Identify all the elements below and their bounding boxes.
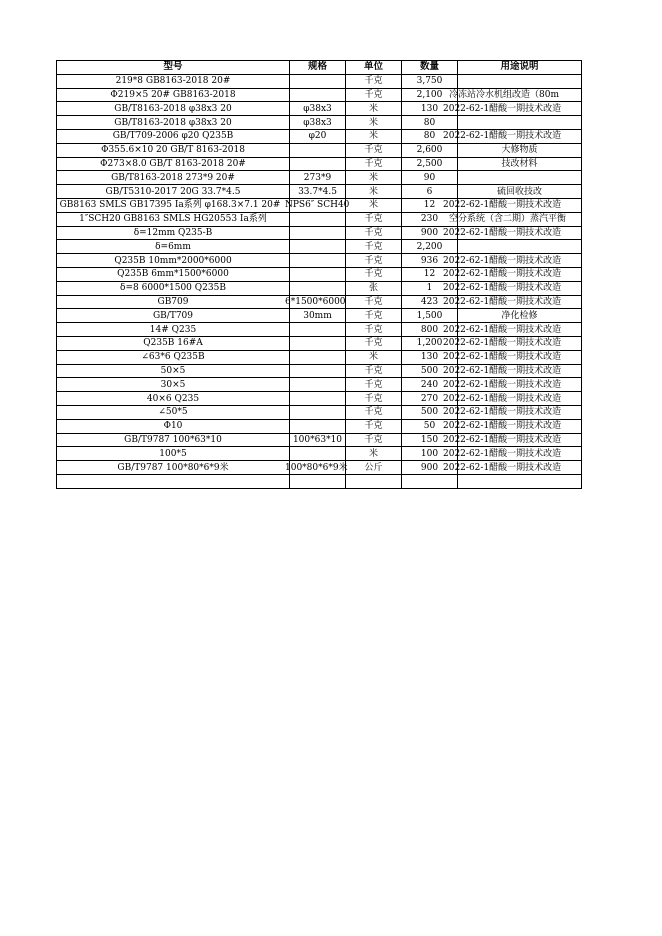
cell-spec[interactable]: NPS6″ SCH40 bbox=[285, 200, 350, 211]
header-model[interactable]: 型号 bbox=[57, 61, 290, 75]
cell-qty[interactable]: 2,200 bbox=[402, 240, 458, 254]
cell-unit[interactable]: 千克 bbox=[346, 226, 402, 240]
cell-model[interactable]: ∠50*5 bbox=[57, 405, 290, 419]
table-row bbox=[57, 323, 582, 337]
cell-spec[interactable] bbox=[290, 350, 346, 364]
cell-qty[interactable]: 150 bbox=[402, 433, 458, 447]
table-row bbox=[57, 433, 582, 447]
cell-purpose[interactable]: 大修物质 bbox=[458, 143, 582, 157]
cell-purpose[interactable]: 2022-62-1醋酸一期技术改造 bbox=[458, 392, 582, 406]
cell-model[interactable]: GB/T709 bbox=[57, 309, 290, 323]
cell-unit[interactable]: 千克 bbox=[346, 254, 402, 268]
cell-unit[interactable]: 千克 bbox=[346, 309, 402, 323]
table-row bbox=[57, 116, 582, 130]
cell-spec[interactable] bbox=[290, 392, 346, 406]
cell-model[interactable]: δ=6mm bbox=[57, 240, 290, 254]
cell-unit[interactable]: 千克 bbox=[346, 405, 402, 419]
cell-purpose[interactable]: 2022-62-1醋酸一期技术改造 bbox=[458, 226, 582, 240]
cell-unit[interactable]: 千克 bbox=[346, 364, 402, 378]
table-row bbox=[57, 281, 582, 295]
header-qty[interactable]: 数量 bbox=[402, 61, 458, 75]
cell-model[interactable]: 40×6 Q235 bbox=[57, 392, 290, 406]
cell-qty[interactable]: 900 bbox=[402, 226, 458, 240]
cell-model[interactable]: δ=8 6000*1500 Q235B bbox=[57, 281, 290, 295]
cell-model[interactable]: Φ219×5 20# GB8163-2018 bbox=[57, 88, 290, 102]
cell-qty[interactable]: 800 bbox=[402, 323, 458, 337]
cell-unit[interactable]: 千克 bbox=[346, 143, 402, 157]
header-row bbox=[57, 61, 582, 75]
cell-purpose[interactable]: 2022-62-1醋酸一期技术改造 bbox=[458, 447, 582, 461]
cell-spec[interactable] bbox=[290, 364, 346, 378]
cell-model[interactable]: Φ273×8.0 GB/T 8163-2018 20# bbox=[57, 157, 290, 171]
cell-unit[interactable]: 千克 bbox=[346, 433, 402, 447]
table-row bbox=[57, 88, 582, 102]
cell-purpose[interactable]: 2022-62-1醋酸一期技术改造 bbox=[458, 129, 582, 143]
cell-model[interactable]: Φ355.6×10 20 GB/T 8163-2018 bbox=[57, 143, 290, 157]
cell-qty[interactable]: 12 bbox=[402, 267, 458, 281]
cell-purpose[interactable] bbox=[458, 116, 582, 130]
cell-qty[interactable]: 500 bbox=[402, 364, 458, 378]
cell-qty[interactable]: 6 bbox=[402, 185, 458, 199]
cell-spec[interactable] bbox=[290, 419, 346, 433]
cell-model[interactable]: 1″SCH20 GB8163 SMLS HG20553 Ia系列 bbox=[57, 212, 290, 226]
cell-model[interactable]: 50×5 bbox=[57, 364, 290, 378]
cell-purpose[interactable]: 技改材料 bbox=[458, 157, 582, 171]
cell-qty[interactable]: 50 bbox=[402, 419, 458, 433]
cell-qty[interactable]: 2,100 bbox=[402, 88, 458, 102]
header-unit[interactable]: 单位 bbox=[346, 61, 402, 75]
cell-qty[interactable]: 900 bbox=[402, 461, 458, 475]
table-row bbox=[57, 143, 582, 157]
table-row bbox=[57, 171, 582, 185]
table-row bbox=[57, 226, 582, 240]
cell-purpose[interactable]: 净化检修 bbox=[458, 309, 582, 323]
cell-unit[interactable]: 米 bbox=[346, 102, 402, 116]
cell-purpose[interactable] bbox=[458, 240, 582, 254]
cell-unit[interactable]: 米 bbox=[346, 198, 402, 212]
cell-model[interactable]: GB/T5310-2017 20G 33.7*4.5 bbox=[57, 185, 290, 199]
cell-model[interactable]: 30×5 bbox=[57, 378, 290, 392]
cell-spec[interactable]: φ38x3 bbox=[290, 102, 346, 116]
cell-qty[interactable]: 1,200 bbox=[402, 336, 458, 350]
cell-purpose[interactable]: 2022-62-1醋酸一期技术改造 bbox=[458, 295, 582, 309]
cell-spec[interactable] bbox=[290, 157, 346, 171]
cell-model[interactable]: 100*5 bbox=[57, 447, 290, 461]
cell-unit[interactable]: 千克 bbox=[346, 240, 402, 254]
table-row bbox=[57, 74, 582, 88]
cell-model[interactable]: GB709 bbox=[57, 295, 290, 309]
cell-spec[interactable]: 100*63*10 bbox=[290, 433, 346, 447]
cell-purpose[interactable] bbox=[458, 74, 582, 88]
cell-qty[interactable]: 2,500 bbox=[402, 157, 458, 171]
cell-unit[interactable]: 千克 bbox=[346, 392, 402, 406]
cell-spec[interactable] bbox=[290, 281, 346, 295]
cell-purpose[interactable]: 2022-62-1醋酸一期技术改造 bbox=[458, 419, 582, 433]
cell-spec[interactable] bbox=[290, 254, 346, 268]
table-row bbox=[57, 447, 582, 461]
cell-model[interactable]: GB/T9787 100*80*6*9米 bbox=[57, 461, 290, 475]
table-body bbox=[57, 74, 582, 488]
cell-spec[interactable]: 30mm bbox=[290, 309, 346, 323]
cell-model[interactable]: Q235B 16#A bbox=[57, 336, 290, 350]
cell-spec[interactable]: 273*9 bbox=[290, 171, 346, 185]
table-row bbox=[57, 461, 582, 475]
cell-purpose[interactable]: 2022-62-1醋酸一期技术改造 bbox=[458, 254, 582, 268]
cell-qty[interactable]: 2,600 bbox=[402, 143, 458, 157]
cell-qty[interactable]: 1,500 bbox=[402, 309, 458, 323]
cell-unit[interactable]: 千克 bbox=[346, 419, 402, 433]
cell-unit[interactable]: 米 bbox=[346, 129, 402, 143]
cell-qty[interactable]: 230 bbox=[402, 212, 458, 226]
cell-unit[interactable]: 张 bbox=[346, 281, 402, 295]
cell-qty[interactable]: 130 bbox=[402, 350, 458, 364]
table-row bbox=[57, 309, 582, 323]
cell-unit[interactable] bbox=[346, 474, 402, 488]
cell-model[interactable]: GB/T8163-2018 273*9 20# bbox=[57, 171, 290, 185]
cell-purpose[interactable]: 2022-62-1醋酸一期技术改造 bbox=[458, 336, 582, 350]
cell-purpose[interactable]: 2022-62-1醋酸一期技术改造 bbox=[458, 433, 582, 447]
table-row bbox=[57, 240, 582, 254]
cell-purpose[interactable] bbox=[458, 474, 582, 488]
cell-unit[interactable]: 米 bbox=[346, 171, 402, 185]
table-row bbox=[57, 378, 582, 392]
cell-model[interactable]: 219*8 GB8163-2018 20# bbox=[57, 74, 290, 88]
cell-spec[interactable] bbox=[290, 226, 346, 240]
cell-model[interactable]: GB/T709-2006 φ20 Q235B bbox=[57, 129, 290, 143]
cell-spec[interactable] bbox=[290, 74, 346, 88]
cell-unit[interactable]: 千克 bbox=[346, 336, 402, 350]
cell-qty[interactable] bbox=[402, 474, 458, 488]
cell-qty[interactable]: 90 bbox=[402, 171, 458, 185]
cell-model[interactable]: δ=12mm Q235-B bbox=[57, 226, 290, 240]
cell-qty[interactable]: 100 bbox=[402, 447, 458, 461]
cell-unit[interactable]: 千克 bbox=[346, 88, 402, 102]
cell-model[interactable]: GB8163 SMLS GB17395 Ia系列 φ168.3×7.1 20# bbox=[57, 198, 290, 212]
cell-spec[interactable] bbox=[290, 474, 346, 488]
table-row bbox=[57, 129, 582, 143]
table-row bbox=[57, 254, 582, 268]
cell-purpose[interactable]: 2022-62-1醋酸一期技术改造 bbox=[458, 405, 582, 419]
cell-spec[interactable]: 33.7*4.5 bbox=[290, 185, 346, 199]
cell-purpose[interactable]: 2022-62-1醋酸一期技术改造 bbox=[458, 198, 582, 212]
cell-qty[interactable]: 500 bbox=[402, 405, 458, 419]
cell-model[interactable]: Q235B 6mm*1500*6000 bbox=[57, 267, 290, 281]
cell-spec[interactable] bbox=[290, 267, 346, 281]
cell-model[interactable]: GB/T9787 100*63*10 bbox=[57, 433, 290, 447]
table-row bbox=[57, 405, 582, 419]
cell-qty[interactable]: 240 bbox=[402, 378, 458, 392]
table-row bbox=[57, 474, 582, 488]
cell-spec[interactable] bbox=[290, 447, 346, 461]
cell-spec[interactable] bbox=[290, 336, 346, 350]
cell-spec[interactable]: 100*80*6*9米 bbox=[285, 462, 348, 473]
table-row bbox=[57, 198, 582, 212]
cell-spec[interactable] bbox=[290, 405, 346, 419]
table-row bbox=[57, 267, 582, 281]
cell-unit[interactable]: 千克 bbox=[346, 74, 402, 88]
spreadsheet-area bbox=[56, 60, 582, 489]
cell-qty[interactable]: 80 bbox=[402, 116, 458, 130]
cell-spec[interactable]: 6*1500*6000 bbox=[285, 296, 346, 307]
cell-qty[interactable]: 270 bbox=[402, 392, 458, 406]
cell-unit[interactable]: 千克 bbox=[346, 323, 402, 337]
cell-purpose[interactable]: 空分系统（含二期）蒸汽平衡 bbox=[458, 212, 582, 226]
cell-purpose[interactable]: 2022-62-1醋酸一期技术改造 bbox=[458, 102, 582, 116]
cell-qty[interactable]: 80 bbox=[402, 129, 458, 143]
cell-purpose[interactable]: 2022-62-1醋酸一期技术改造 bbox=[458, 267, 582, 281]
table-row bbox=[57, 364, 582, 378]
cell-spec[interactable] bbox=[290, 323, 346, 337]
cell-purpose[interactable]: 2022-62-1醋酸一期技术改造 bbox=[458, 281, 582, 295]
cell-purpose[interactable]: 2022-62-1醋酸一期技术改造 bbox=[458, 364, 582, 378]
cell-unit[interactable]: 米 bbox=[346, 447, 402, 461]
cell-spec[interactable] bbox=[290, 88, 346, 102]
cell-model[interactable]: GB/T8163-2018 φ38x3 20 bbox=[57, 102, 290, 116]
table-row bbox=[57, 419, 582, 433]
cell-model[interactable]: 14# Q235 bbox=[57, 323, 290, 337]
table-row bbox=[57, 392, 582, 406]
cell-qty[interactable]: 936 bbox=[402, 254, 458, 268]
cell-purpose[interactable]: 2022-62-1醋酸一期技术改造 bbox=[458, 323, 582, 337]
cell-unit[interactable]: 千克 bbox=[346, 157, 402, 171]
cell-qty[interactable]: 423 bbox=[402, 295, 458, 309]
cell-qty[interactable]: 3,750 bbox=[402, 74, 458, 88]
table-row bbox=[57, 336, 582, 350]
cell-spec[interactable] bbox=[290, 212, 346, 226]
cell-purpose[interactable]: 2022-62-1醋酸一期技术改造 bbox=[458, 461, 582, 475]
table-row bbox=[57, 157, 582, 171]
cell-model[interactable]: GB/T8163-2018 φ38x3 20 bbox=[57, 116, 290, 130]
cell-unit[interactable]: 米 bbox=[346, 116, 402, 130]
cell-unit[interactable]: 千克 bbox=[346, 378, 402, 392]
table-row bbox=[57, 350, 582, 364]
cell-purpose[interactable]: 冷冻站冷水机组改造（80m bbox=[458, 88, 582, 102]
cell-spec[interactable] bbox=[290, 378, 346, 392]
materials-table bbox=[56, 60, 582, 489]
cell-unit[interactable]: 米 bbox=[346, 185, 402, 199]
cell-model[interactable]: Φ10 bbox=[57, 419, 290, 433]
cell-spec[interactable]: φ38x3 bbox=[290, 116, 346, 130]
cell-unit[interactable]: 米 bbox=[346, 350, 402, 364]
header-purpose[interactable]: 用途说明 bbox=[458, 61, 582, 75]
table-row bbox=[57, 185, 582, 199]
cell-model[interactable]: Q235B 10mm*2000*6000 bbox=[57, 254, 290, 268]
table-row bbox=[57, 295, 582, 309]
cell-unit[interactable]: 千克 bbox=[346, 267, 402, 281]
cell-qty[interactable]: 1 bbox=[402, 281, 458, 295]
cell-unit[interactable]: 千克 bbox=[346, 295, 402, 309]
cell-spec[interactable]: φ20 bbox=[290, 129, 346, 143]
cell-model[interactable] bbox=[57, 474, 290, 488]
cell-purpose[interactable]: 2022-62-1醋酸一期技术改造 bbox=[458, 350, 582, 364]
cell-purpose[interactable]: 2022-62-1醋酸一期技术改造 bbox=[458, 378, 582, 392]
cell-spec[interactable] bbox=[290, 240, 346, 254]
cell-spec[interactable] bbox=[290, 143, 346, 157]
cell-qty[interactable]: 12 bbox=[402, 198, 458, 212]
cell-purpose[interactable]: 硫回收技改 bbox=[458, 185, 582, 199]
cell-qty[interactable]: 130 bbox=[402, 102, 458, 116]
cell-unit[interactable]: 千克 bbox=[346, 212, 402, 226]
cell-purpose[interactable] bbox=[458, 171, 582, 185]
table-row bbox=[57, 102, 582, 116]
table-row bbox=[57, 212, 582, 226]
cell-model[interactable]: ∠63*6 Q235B bbox=[57, 350, 290, 364]
cell-unit[interactable]: 公斤 bbox=[346, 461, 402, 475]
header-spec[interactable]: 规格 bbox=[290, 61, 346, 75]
